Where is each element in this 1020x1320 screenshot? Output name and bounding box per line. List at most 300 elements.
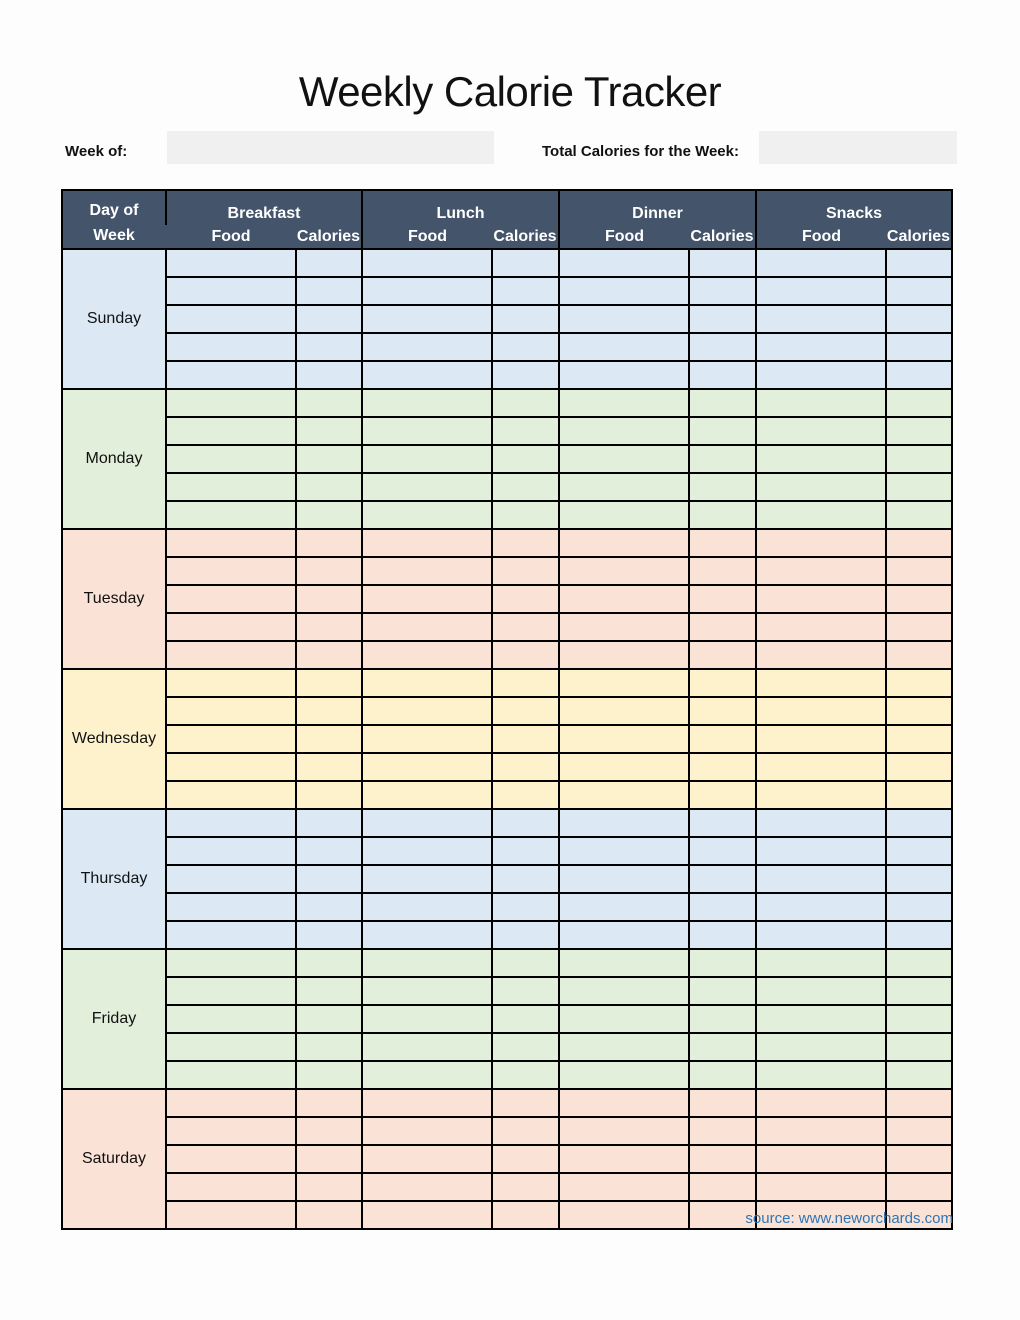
breakfast-calories-cell[interactable]	[296, 977, 362, 1005]
lunch-calories-cell[interactable]	[492, 921, 559, 949]
snacks-food-cell[interactable]	[756, 1117, 886, 1145]
snacks-food-cell[interactable]	[756, 1005, 886, 1033]
breakfast-header: Breakfast	[166, 190, 362, 225]
breakfast-calories-cell[interactable]	[296, 305, 362, 333]
breakfast-food-cell[interactable]	[166, 1117, 296, 1145]
dinner-calories-cell[interactable]	[689, 249, 756, 277]
snacks-calories-cell[interactable]	[886, 725, 952, 753]
snacks-calories-cell[interactable]	[886, 305, 952, 333]
snacks-food-cell[interactable]	[756, 697, 886, 725]
snacks-calories-cell[interactable]	[886, 753, 952, 781]
snacks-calories-cell[interactable]	[886, 1005, 952, 1033]
dinner-food-cell[interactable]	[559, 1033, 689, 1061]
lunch-calories-cell[interactable]	[492, 697, 559, 725]
dinner-food-cell[interactable]	[559, 725, 689, 753]
snacks-calories-cell[interactable]	[886, 361, 952, 389]
dinner-food-cell[interactable]	[559, 809, 689, 837]
dinner-calories-cell[interactable]	[689, 1145, 756, 1173]
dinner-food-cell[interactable]	[559, 697, 689, 725]
snacks-calories-cell[interactable]	[886, 921, 952, 949]
lunch-food-cell[interactable]	[362, 725, 492, 753]
breakfast-calories-cell[interactable]	[296, 669, 362, 697]
breakfast-calories-cell[interactable]	[296, 893, 362, 921]
lunch-food-cell[interactable]	[362, 1117, 492, 1145]
breakfast-food-cell[interactable]	[166, 1005, 296, 1033]
breakfast-food-cell[interactable]	[166, 725, 296, 753]
dinner-calories-cell[interactable]	[689, 865, 756, 893]
breakfast-food-cell[interactable]	[166, 473, 296, 501]
breakfast-food-cell[interactable]	[166, 837, 296, 865]
lunch-calories-cell[interactable]	[492, 1173, 559, 1201]
breakfast-calories-cell[interactable]	[296, 473, 362, 501]
dinner-food-cell[interactable]	[559, 865, 689, 893]
lunch-food-cell[interactable]	[362, 249, 492, 277]
breakfast-calories-cell[interactable]	[296, 641, 362, 669]
lunch-calories-cell[interactable]	[492, 557, 559, 585]
dinner-food-cell[interactable]	[559, 977, 689, 1005]
lunch-calories-cell[interactable]	[492, 949, 559, 977]
dinner-food-cell[interactable]	[559, 641, 689, 669]
breakfast-food-cell[interactable]	[166, 1033, 296, 1061]
dinner-food-cell[interactable]	[559, 277, 689, 305]
day-label-monday: Monday	[62, 389, 166, 529]
lunch-food-cell[interactable]	[362, 557, 492, 585]
snacks-food-cell[interactable]	[756, 305, 886, 333]
breakfast-calories-cell[interactable]	[296, 697, 362, 725]
lunch-calories-cell[interactable]	[492, 249, 559, 277]
lunch-food-cell[interactable]	[362, 277, 492, 305]
lunch-food-cell[interactable]	[362, 949, 492, 977]
snacks-calories-cell[interactable]	[886, 1061, 952, 1089]
snacks-calories-cell[interactable]	[886, 641, 952, 669]
snacks-calories-cell[interactable]	[886, 1117, 952, 1145]
dinner-food-cell[interactable]	[559, 1173, 689, 1201]
dinner-calories-cell[interactable]	[689, 585, 756, 613]
snacks-food-cell[interactable]	[756, 473, 886, 501]
snacks-food-cell[interactable]	[756, 249, 886, 277]
breakfast-calories-cell[interactable]	[296, 529, 362, 557]
dinner-calories-cell[interactable]	[689, 305, 756, 333]
dinner-food-cell[interactable]	[559, 501, 689, 529]
lunch-food-cell[interactable]	[362, 445, 492, 473]
lunch-food-cell[interactable]	[362, 781, 492, 809]
snacks-calories-cell[interactable]	[886, 557, 952, 585]
snacks-food-cell[interactable]	[756, 893, 886, 921]
lunch-calories-cell[interactable]	[492, 781, 559, 809]
breakfast-food-cell[interactable]	[166, 501, 296, 529]
dinner-calories-cell[interactable]	[689, 333, 756, 361]
breakfast-food-cell[interactable]	[166, 921, 296, 949]
dinner-calories-cell[interactable]	[689, 669, 756, 697]
lunch-food-cell[interactable]	[362, 473, 492, 501]
breakfast-calories-cell[interactable]	[296, 725, 362, 753]
dinner-calories-cell[interactable]	[689, 1033, 756, 1061]
breakfast-calories-cell[interactable]	[296, 613, 362, 641]
entry-row	[62, 445, 952, 473]
breakfast-calories-cell[interactable]	[296, 361, 362, 389]
snacks-food-cell[interactable]	[756, 529, 886, 557]
lunch-calories-cell[interactable]	[492, 333, 559, 361]
breakfast-food-cell[interactable]	[166, 417, 296, 445]
entry-row	[62, 277, 952, 305]
breakfast-calories-cell[interactable]	[296, 501, 362, 529]
breakfast-food-cell[interactable]	[166, 361, 296, 389]
breakfast-food-cell[interactable]	[166, 809, 296, 837]
dinner-calories-cell[interactable]	[689, 809, 756, 837]
lunch-calories-cell[interactable]	[492, 725, 559, 753]
breakfast-food-cell[interactable]	[166, 585, 296, 613]
breakfast-calories-cell[interactable]	[296, 865, 362, 893]
lunch-calories-cell[interactable]	[492, 1117, 559, 1145]
lunch-food-cell[interactable]	[362, 361, 492, 389]
dinner-food-cell[interactable]	[559, 1061, 689, 1089]
dinner-calories-cell[interactable]	[689, 1061, 756, 1089]
dinner-food-header: Food	[559, 225, 689, 249]
dinner-food-cell[interactable]	[559, 837, 689, 865]
dinner-calories-cell[interactable]	[689, 725, 756, 753]
dinner-calories-cell[interactable]	[689, 949, 756, 977]
breakfast-food-cell[interactable]	[166, 305, 296, 333]
snacks-calories-cell[interactable]	[886, 529, 952, 557]
snacks-calories-cell[interactable]	[886, 613, 952, 641]
breakfast-calories-cell[interactable]	[296, 557, 362, 585]
entry-row	[62, 949, 952, 977]
breakfast-food-cell[interactable]	[166, 893, 296, 921]
day-label-friday: Friday	[62, 949, 166, 1089]
lunch-calories-cell[interactable]	[492, 585, 559, 613]
dinner-calories-cell[interactable]	[689, 753, 756, 781]
breakfast-calories-cell[interactable]	[296, 837, 362, 865]
lunch-calories-cell[interactable]	[492, 613, 559, 641]
lunch-food-cell[interactable]	[362, 389, 492, 417]
snacks-calories-cell[interactable]	[886, 669, 952, 697]
breakfast-calories-cell[interactable]	[296, 277, 362, 305]
breakfast-calories-cell[interactable]	[296, 1061, 362, 1089]
lunch-food-cell[interactable]	[362, 1145, 492, 1173]
snacks-calories-cell[interactable]	[886, 781, 952, 809]
snacks-calories-cell[interactable]	[886, 585, 952, 613]
dinner-calories-cell[interactable]	[689, 781, 756, 809]
dinner-calories-cell[interactable]	[689, 473, 756, 501]
snacks-food-cell[interactable]	[756, 725, 886, 753]
breakfast-calories-cell[interactable]	[296, 1117, 362, 1145]
dinner-calories-cell[interactable]	[689, 697, 756, 725]
breakfast-food-cell[interactable]	[166, 697, 296, 725]
snacks-food-cell[interactable]	[756, 585, 886, 613]
snacks-food-cell[interactable]	[756, 417, 886, 445]
lunch-calories-cell[interactable]	[492, 361, 559, 389]
snacks-food-cell[interactable]	[756, 753, 886, 781]
snacks-calories-cell[interactable]	[886, 837, 952, 865]
lunch-food-cell[interactable]	[362, 669, 492, 697]
breakfast-food-cell[interactable]	[166, 557, 296, 585]
snacks-food-cell[interactable]	[756, 921, 886, 949]
dinner-food-cell[interactable]	[559, 417, 689, 445]
snacks-calories-cell[interactable]	[886, 277, 952, 305]
lunch-food-cell[interactable]	[362, 753, 492, 781]
entry-row	[62, 641, 952, 669]
snacks-food-cell[interactable]	[756, 389, 886, 417]
lunch-calories-cell[interactable]	[492, 1033, 559, 1061]
snacks-food-cell[interactable]	[756, 1033, 886, 1061]
snacks-calories-cell[interactable]	[886, 1145, 952, 1173]
dinner-food-cell[interactable]	[559, 781, 689, 809]
lunch-food-cell[interactable]	[362, 1005, 492, 1033]
breakfast-calories-cell[interactable]	[296, 1033, 362, 1061]
lunch-calories-cell[interactable]	[492, 445, 559, 473]
breakfast-calories-cell[interactable]	[296, 585, 362, 613]
snacks-food-cell[interactable]	[756, 1061, 886, 1089]
snacks-food-cell[interactable]	[756, 781, 886, 809]
lunch-food-cell[interactable]	[362, 613, 492, 641]
dinner-calories-cell[interactable]	[689, 529, 756, 557]
dinner-food-cell[interactable]	[559, 949, 689, 977]
breakfast-calories-cell[interactable]	[296, 781, 362, 809]
breakfast-food-cell[interactable]	[166, 977, 296, 1005]
lunch-header: Lunch	[362, 190, 559, 225]
snacks-calories-cell[interactable]	[886, 865, 952, 893]
dinner-food-cell[interactable]	[559, 333, 689, 361]
breakfast-food-cell[interactable]	[166, 277, 296, 305]
snacks-food-cell[interactable]	[756, 557, 886, 585]
breakfast-food-cell[interactable]	[166, 1201, 296, 1229]
breakfast-calories-cell[interactable]	[296, 445, 362, 473]
breakfast-calories-cell[interactable]	[296, 249, 362, 277]
lunch-food-cell[interactable]	[362, 1033, 492, 1061]
dinner-calories-cell[interactable]	[689, 1089, 756, 1117]
entry-row	[62, 613, 952, 641]
dinner-food-cell[interactable]	[559, 557, 689, 585]
breakfast-food-cell[interactable]	[166, 333, 296, 361]
dinner-calories-cell[interactable]	[689, 837, 756, 865]
snacks-food-cell[interactable]	[756, 333, 886, 361]
dinner-food-cell[interactable]	[559, 473, 689, 501]
snacks-calories-cell[interactable]	[886, 445, 952, 473]
dinner-food-cell[interactable]	[559, 893, 689, 921]
dinner-food-cell[interactable]	[559, 529, 689, 557]
lunch-calories-cell[interactable]	[492, 389, 559, 417]
snacks-food-cell[interactable]	[756, 361, 886, 389]
entry-row	[62, 417, 952, 445]
lunch-calories-cell[interactable]	[492, 977, 559, 1005]
snacks-calories-cell[interactable]	[886, 389, 952, 417]
entry-row	[62, 585, 952, 613]
source-link[interactable]: source: www.neworchards.com	[745, 1210, 953, 1227]
dinner-food-cell[interactable]	[559, 445, 689, 473]
breakfast-food-cell[interactable]	[166, 669, 296, 697]
breakfast-food-cell[interactable]	[166, 1089, 296, 1117]
snacks-food-cell[interactable]	[756, 669, 886, 697]
breakfast-food-cell[interactable]	[166, 249, 296, 277]
lunch-food-cell[interactable]	[362, 1089, 492, 1117]
dinner-calories-cell[interactable]	[689, 921, 756, 949]
breakfast-calories-cell[interactable]	[296, 1005, 362, 1033]
snacks-calories-cell[interactable]	[886, 1033, 952, 1061]
dinner-food-cell[interactable]	[559, 389, 689, 417]
lunch-food-cell[interactable]	[362, 1061, 492, 1089]
dinner-food-cell[interactable]	[559, 361, 689, 389]
lunch-calories-header: Calories	[493, 227, 557, 245]
snacks-calories-cell[interactable]	[886, 1173, 952, 1201]
lunch-calories-cell[interactable]	[492, 837, 559, 865]
snacks-food-cell[interactable]	[756, 809, 886, 837]
lunch-food-cell[interactable]	[362, 865, 492, 893]
snacks-calories-cell[interactable]	[886, 417, 952, 445]
snacks-food-cell[interactable]	[756, 277, 886, 305]
lunch-food-cell[interactable]	[362, 417, 492, 445]
dinner-food-cell[interactable]	[559, 753, 689, 781]
lunch-food-cell[interactable]	[362, 893, 492, 921]
dinner-calories-cell[interactable]	[689, 641, 756, 669]
dinner-calories-cell[interactable]	[689, 893, 756, 921]
breakfast-food-cell[interactable]	[166, 641, 296, 669]
total-calories-field[interactable]	[759, 131, 957, 164]
lunch-calories-cell[interactable]	[492, 669, 559, 697]
dinner-food-cell[interactable]	[559, 305, 689, 333]
breakfast-food-cell[interactable]	[166, 529, 296, 557]
snacks-calories-cell[interactable]	[886, 697, 952, 725]
lunch-calories-cell[interactable]	[492, 641, 559, 669]
breakfast-food-cell[interactable]	[166, 753, 296, 781]
dinner-food-cell[interactable]	[559, 921, 689, 949]
snacks-food-cell[interactable]	[756, 501, 886, 529]
dinner-food-cell[interactable]	[559, 249, 689, 277]
snacks-food-cell[interactable]	[756, 1089, 886, 1117]
entry-row	[62, 333, 952, 361]
dinner-calories-header: Calories	[690, 227, 754, 245]
breakfast-food-cell[interactable]	[166, 949, 296, 977]
lunch-calories-cell[interactable]	[492, 1089, 559, 1117]
lunch-food-cell[interactable]	[362, 837, 492, 865]
breakfast-calories-cell[interactable]	[296, 333, 362, 361]
breakfast-food-cell[interactable]	[166, 865, 296, 893]
lunch-food-cell[interactable]	[362, 501, 492, 529]
dinner-calories-cell[interactable]	[689, 389, 756, 417]
lunch-calories-cell[interactable]	[492, 893, 559, 921]
dinner-food-cell[interactable]	[559, 1201, 689, 1229]
snacks-calories-cell[interactable]	[886, 977, 952, 1005]
breakfast-food-cell[interactable]	[166, 1061, 296, 1089]
breakfast-food-cell[interactable]	[166, 1173, 296, 1201]
dinner-calories-cell[interactable]	[689, 1173, 756, 1201]
lunch-food-cell[interactable]	[362, 585, 492, 613]
breakfast-food-cell[interactable]	[166, 1145, 296, 1173]
dinner-food-cell[interactable]	[559, 1117, 689, 1145]
snacks-food-cell[interactable]	[756, 1145, 886, 1173]
breakfast-calories-cell[interactable]	[296, 1089, 362, 1117]
entry-row	[62, 1089, 952, 1117]
lunch-food-cell[interactable]	[362, 697, 492, 725]
lunch-food-cell[interactable]	[362, 305, 492, 333]
snacks-calories-cell[interactable]	[886, 893, 952, 921]
breakfast-calories-cell[interactable]	[296, 417, 362, 445]
breakfast-calories-cell[interactable]	[296, 949, 362, 977]
snacks-calories-cell[interactable]	[886, 501, 952, 529]
breakfast-calories-cell[interactable]	[296, 809, 362, 837]
breakfast-calories-cell[interactable]	[296, 753, 362, 781]
lunch-food-cell[interactable]	[362, 641, 492, 669]
lunch-calories-cell[interactable]	[492, 1005, 559, 1033]
dinner-calories-cell[interactable]	[689, 417, 756, 445]
snacks-calories-cell[interactable]	[886, 333, 952, 361]
dinner-calories-cell[interactable]	[689, 445, 756, 473]
lunch-food-cell[interactable]	[362, 1201, 492, 1229]
breakfast-calories-cell[interactable]	[296, 921, 362, 949]
breakfast-calories-cell[interactable]	[296, 389, 362, 417]
entry-row	[62, 1005, 952, 1033]
lunch-food-cell[interactable]	[362, 977, 492, 1005]
snacks-calories-cell[interactable]	[886, 249, 952, 277]
dinner-food-cell[interactable]	[559, 585, 689, 613]
dinner-calories-cell[interactable]	[689, 557, 756, 585]
dinner-food-cell[interactable]	[559, 1005, 689, 1033]
breakfast-calories-cell[interactable]	[296, 1201, 362, 1229]
breakfast-food-cell[interactable]	[166, 445, 296, 473]
dinner-food-cell[interactable]	[559, 1145, 689, 1173]
snacks-calories-cell[interactable]	[886, 473, 952, 501]
snacks-food-cell[interactable]	[756, 949, 886, 977]
lunch-food-cell[interactable]	[362, 921, 492, 949]
dinner-food-cell[interactable]	[559, 613, 689, 641]
lunch-food-cell[interactable]	[362, 1173, 492, 1201]
week-of-field[interactable]	[167, 131, 494, 164]
snacks-food-cell[interactable]	[756, 977, 886, 1005]
breakfast-food-cell[interactable]	[166, 389, 296, 417]
snacks-food-cell[interactable]	[756, 613, 886, 641]
lunch-calories-cell[interactable]	[492, 417, 559, 445]
lunch-calories-cell[interactable]	[492, 305, 559, 333]
snacks-food-cell[interactable]	[756, 865, 886, 893]
dinner-calories-cell[interactable]	[689, 1005, 756, 1033]
snacks-calories-cell[interactable]	[886, 1089, 952, 1117]
lunch-calories-cell[interactable]	[492, 501, 559, 529]
day-of-week-header-line1: Day of	[89, 202, 139, 219]
snacks-food-cell[interactable]	[756, 1173, 886, 1201]
dinner-food-cell[interactable]	[559, 669, 689, 697]
lunch-calories-cell[interactable]	[492, 1201, 559, 1229]
lunch-calories-cell[interactable]	[492, 1145, 559, 1173]
lunch-calories-cell[interactable]	[492, 529, 559, 557]
snacks-food-cell[interactable]	[756, 837, 886, 865]
dinner-food-cell[interactable]	[559, 1089, 689, 1117]
dinner-calories-cell[interactable]	[689, 501, 756, 529]
lunch-calories-cell[interactable]	[492, 753, 559, 781]
snacks-calories-cell[interactable]	[886, 949, 952, 977]
lunch-calories-cell[interactable]	[492, 277, 559, 305]
dinner-calories-cell[interactable]	[689, 277, 756, 305]
dinner-calories-cell[interactable]	[689, 361, 756, 389]
breakfast-food-cell[interactable]	[166, 613, 296, 641]
lunch-food-cell[interactable]	[362, 809, 492, 837]
page-title: Weekly Calorie Tracker	[298, 68, 722, 115]
breakfast-food-cell[interactable]	[166, 781, 296, 809]
snacks-header: Snacks	[756, 190, 952, 225]
lunch-calories-cell[interactable]	[492, 473, 559, 501]
snacks-food-cell[interactable]	[756, 445, 886, 473]
lunch-calories-cell[interactable]	[492, 865, 559, 893]
breakfast-calories-cell[interactable]	[296, 1145, 362, 1173]
snacks-calories-cell[interactable]	[886, 809, 952, 837]
lunch-food-cell[interactable]	[362, 333, 492, 361]
lunch-food-cell[interactable]	[362, 529, 492, 557]
lunch-calories-cell[interactable]	[492, 809, 559, 837]
lunch-calories-cell[interactable]	[492, 1061, 559, 1089]
snacks-food-cell[interactable]	[756, 641, 886, 669]
dinner-calories-cell[interactable]	[689, 613, 756, 641]
breakfast-calories-cell[interactable]	[296, 1173, 362, 1201]
dinner-calories-cell[interactable]	[689, 1117, 756, 1145]
dinner-calories-cell[interactable]	[689, 977, 756, 1005]
